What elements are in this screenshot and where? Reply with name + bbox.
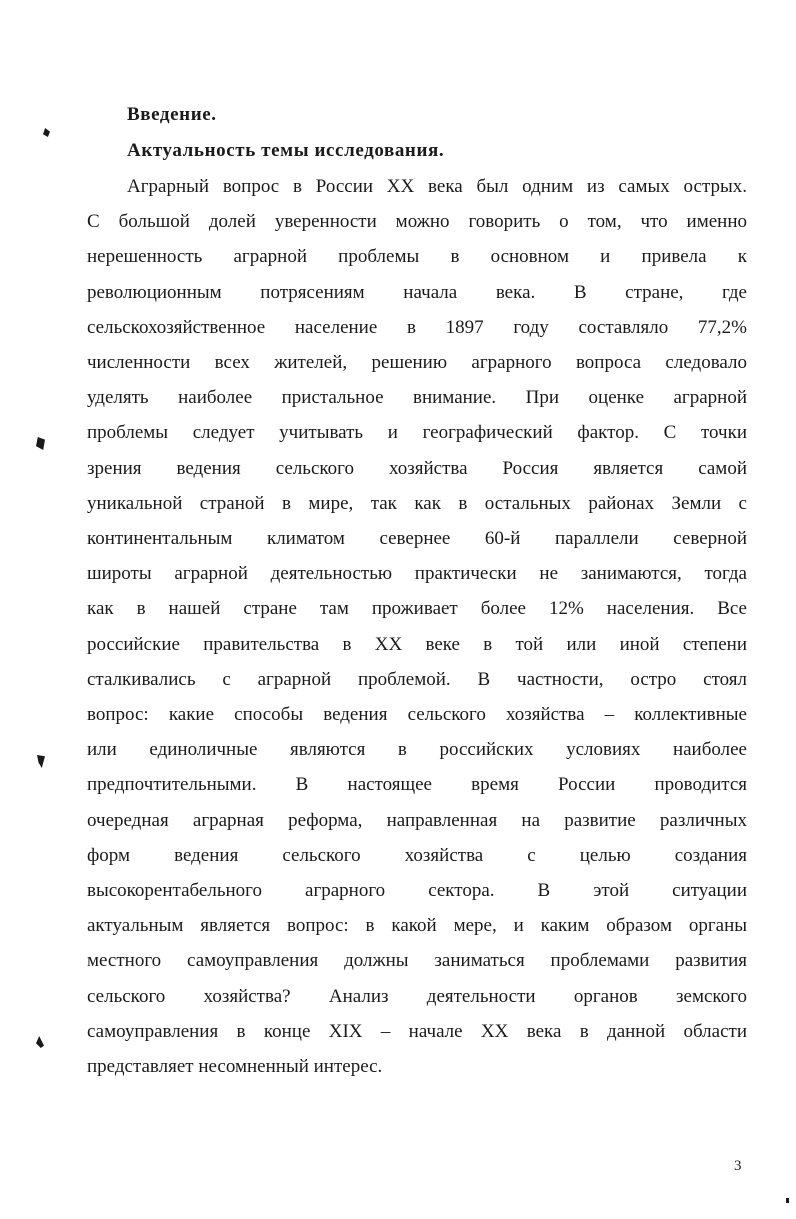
paragraph-line: самоуправления в конце XIX – начале XX века в данной области — [87, 1020, 747, 1042]
scan-artifact-mark — [36, 437, 45, 450]
scan-artifact-mark — [786, 1198, 789, 1203]
scan-artifact-mark — [36, 1036, 44, 1048]
paragraph-line: нерешенность аграрной проблемы в основном и привела к — [87, 246, 747, 268]
paragraph-line: уделять наиболее пристальное внимание. При оценке аграрной — [87, 387, 747, 409]
page-number: 3 — [734, 1158, 742, 1174]
paragraph-line: предпочтительными. В настоящее время России проводится — [87, 774, 747, 796]
scan-artifact-mark — [43, 128, 50, 137]
paragraph-line: или единоличные являются в российских условиях наиболее — [87, 739, 747, 761]
paragraph-line: высокорентабельного аграрного сектора. В этой ситуации — [87, 880, 747, 901]
paragraph-line: численности всех жителей, решению аграрного вопроса следовало — [87, 352, 747, 373]
paragraph-line: С большой долей уверенности можно говорить о том, что именно — [87, 211, 747, 233]
heading-topic-relevance: Актуальность темы исследования. — [127, 140, 445, 161]
paragraph-line: революционным потрясениям начала века. В стране, где — [87, 281, 747, 303]
paragraph-line: континентальным климатом севернее 60-й параллели северной — [87, 528, 747, 549]
scan-artifact-mark — [37, 755, 45, 768]
paragraph-line: вопрос: какие способы ведения сельского хозяйства – коллективные — [87, 704, 747, 725]
paragraph-line: зрения ведения сельского хозяйства Россия является самой — [87, 457, 747, 479]
paragraph-line: местного самоуправления должны заниматься проблемами развития — [87, 950, 747, 972]
heading-introduction: Введение. — [127, 104, 217, 125]
paragraph-line: сельскохозяйственное население в 1897 году составляло 77,2% — [87, 316, 747, 338]
paragraph-line: уникальной страной в мире, так как в остальных районах Земли с — [87, 492, 747, 514]
paragraph-line: проблемы следует учитывать и географический фактор. С точки — [87, 422, 747, 444]
paragraph-line: как в нашей стране там проживает более 12% населения. Все — [87, 598, 747, 620]
paragraph-line: представляет несомненный интерес. — [87, 1056, 383, 1077]
paragraph-line: сталкивались с аграрной проблемой. В частности, остро стоял — [87, 668, 747, 690]
paragraph-line: очередная аграрная реформа, направленная на развитие различных — [87, 809, 747, 831]
paragraph-line: актуальным является вопрос: в какой мере, и каким образом органы — [87, 915, 747, 937]
paragraph-line: Аграрный вопрос в России XX века был одним из самых острых. — [127, 176, 747, 197]
paragraph-line: российские правительства в XX веке в той или иной степени — [87, 633, 747, 655]
paragraph-line: широты аграрной деятельностью практически не занимаются, тогда — [87, 563, 747, 585]
paragraph-line: форм ведения сельского хозяйства с целью создания — [87, 844, 747, 866]
paragraph-line: сельского хозяйства? Анализ деятельности органов земского — [87, 985, 747, 1007]
